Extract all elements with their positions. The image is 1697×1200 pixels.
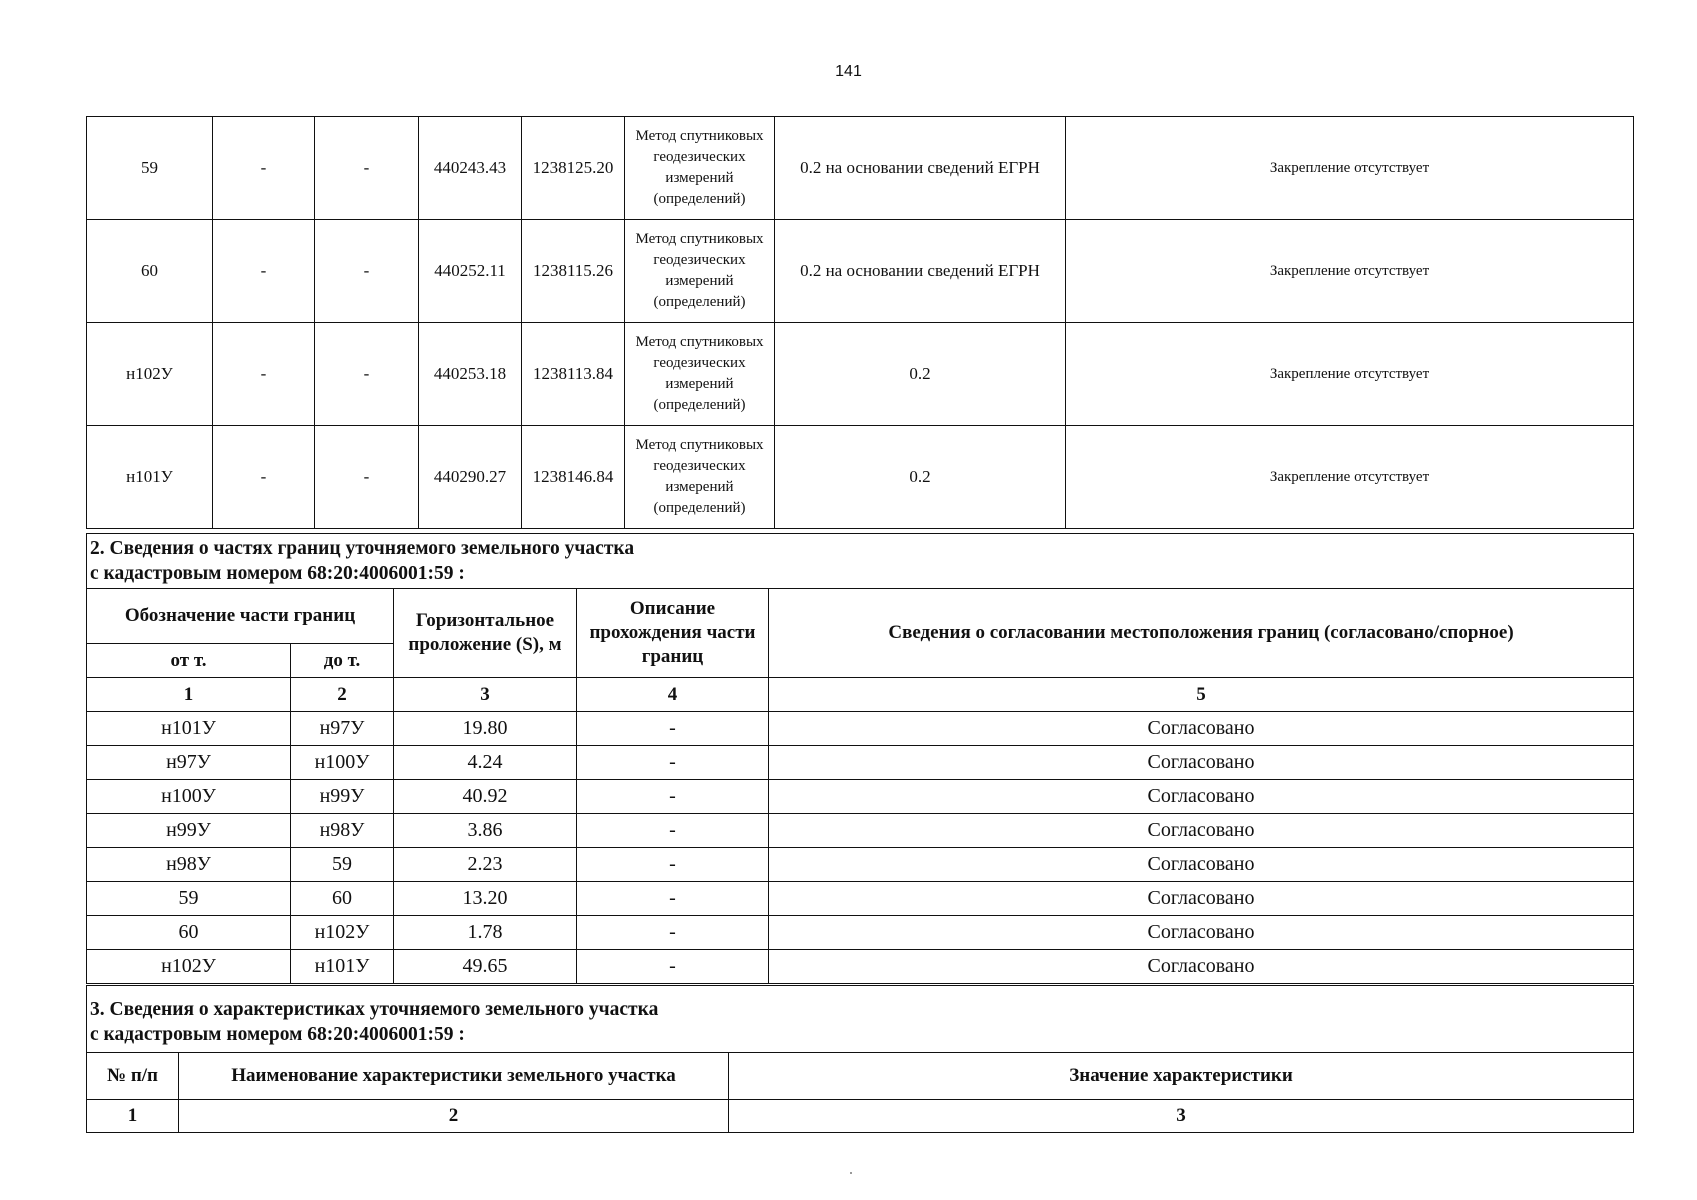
table-row xyxy=(87,426,1634,529)
header-num: № п/п xyxy=(87,1053,179,1100)
coord-y: 1238113.84 xyxy=(522,323,625,426)
cell-dash: - xyxy=(315,117,419,220)
column-number: 3 xyxy=(394,678,577,712)
table-row xyxy=(87,746,1634,780)
to-point: 59 xyxy=(291,848,394,882)
table-row xyxy=(87,848,1634,882)
agreement-status: Согласовано xyxy=(769,780,1634,814)
coord-x: 440253.18 xyxy=(419,323,522,426)
from-point: 60 xyxy=(87,916,291,950)
boundary-parts-table xyxy=(86,533,1634,984)
table-row xyxy=(87,950,1634,984)
horizontal-length: 13.20 xyxy=(394,882,577,916)
header-to: до т. xyxy=(291,644,394,678)
cell-dash: - xyxy=(315,323,419,426)
horizontal-length: 4.24 xyxy=(394,746,577,780)
point-name: н102У xyxy=(87,323,213,426)
fixation: Закрепление отсутствует xyxy=(1066,117,1634,220)
header-from: от т. xyxy=(87,644,291,678)
section-title-line: с кадастровым номером 68:20:4006001:59 : xyxy=(90,563,465,584)
coord-x: 440290.27 xyxy=(419,426,522,529)
characteristics-table xyxy=(86,985,1634,1133)
table-row xyxy=(87,323,1634,426)
column-number: 1 xyxy=(87,678,291,712)
page-number: 141 xyxy=(835,63,862,80)
fixation: Закрепление отсутствует xyxy=(1066,426,1634,529)
description: - xyxy=(577,746,769,780)
accuracy: 0.2 xyxy=(775,426,1066,529)
header-name: Наименование характеристики земельного участка xyxy=(179,1053,729,1100)
agreement-status: Согласовано xyxy=(769,882,1634,916)
column-number: 1 xyxy=(87,1100,179,1133)
point-name: 60 xyxy=(87,220,213,323)
column-number: 4 xyxy=(577,678,769,712)
agreement-status: Согласовано xyxy=(769,746,1634,780)
description: - xyxy=(577,712,769,746)
table-row xyxy=(87,117,1634,220)
table-row xyxy=(87,780,1634,814)
cell-dash: - xyxy=(213,426,315,529)
table-row xyxy=(87,916,1634,950)
coord-y: 1238125.20 xyxy=(522,117,625,220)
header-designation: Обозначение части границ xyxy=(87,589,394,644)
from-point: н101У xyxy=(87,712,291,746)
to-point: н99У xyxy=(291,780,394,814)
description: - xyxy=(577,882,769,916)
from-point: н97У xyxy=(87,746,291,780)
from-point: н102У xyxy=(87,950,291,984)
scan-dot xyxy=(850,1172,852,1174)
section-title-line: 2. Сведения о частях границ уточняемого земельного участка xyxy=(90,538,635,559)
header-horizontal: Горизонтальное проложение (S), м xyxy=(394,589,577,678)
method: Метод спутниковых геодезических измерений (определений) xyxy=(625,426,775,529)
accuracy: 0.2 на основании сведений ЕГРН xyxy=(775,117,1066,220)
from-point: 59 xyxy=(87,882,291,916)
fixation: Закрепление отсутствует xyxy=(1066,323,1634,426)
coord-y: 1238115.26 xyxy=(522,220,625,323)
description: - xyxy=(577,780,769,814)
method: Метод спутниковых геодезических измерений (определений) xyxy=(625,323,775,426)
to-point: н98У xyxy=(291,814,394,848)
coord-x: 440243.43 xyxy=(419,117,522,220)
point-name: н101У xyxy=(87,426,213,529)
coord-y: 1238146.84 xyxy=(522,426,625,529)
agreement-status: Согласовано xyxy=(769,712,1634,746)
agreement-status: Согласовано xyxy=(769,814,1634,848)
header-agreement: Сведения о согласовании местоположения границ (согласовано/спорное) xyxy=(769,589,1634,678)
horizontal-length: 1.78 xyxy=(394,916,577,950)
description: - xyxy=(577,814,769,848)
cell-dash: - xyxy=(213,220,315,323)
column-number: 2 xyxy=(291,678,394,712)
section-title-line: 3. Сведения о характеристиках уточняемого земельного участка xyxy=(90,999,659,1020)
description: - xyxy=(577,848,769,882)
to-point: н100У xyxy=(291,746,394,780)
method: Метод спутниковых геодезических измерений (определений) xyxy=(625,117,775,220)
fixation: Закрепление отсутствует xyxy=(1066,220,1634,323)
header-description: Описание прохождения части границ xyxy=(577,589,769,678)
from-point: н100У xyxy=(87,780,291,814)
cell-dash: - xyxy=(213,117,315,220)
agreement-status: Согласовано xyxy=(769,950,1634,984)
description: - xyxy=(577,950,769,984)
point-name: 59 xyxy=(87,117,213,220)
table-row xyxy=(87,814,1634,848)
column-number: 2 xyxy=(179,1100,729,1133)
agreement-status: Согласовано xyxy=(769,848,1634,882)
horizontal-length: 2.23 xyxy=(394,848,577,882)
accuracy: 0.2 на основании сведений ЕГРН xyxy=(775,220,1066,323)
to-point: н101У xyxy=(291,950,394,984)
agreement-status: Согласовано xyxy=(769,916,1634,950)
horizontal-length: 19.80 xyxy=(394,712,577,746)
horizontal-length: 3.86 xyxy=(394,814,577,848)
points-table xyxy=(86,116,1634,529)
section-2-title xyxy=(87,534,1634,589)
column-number: 5 xyxy=(769,678,1634,712)
accuracy: 0.2 xyxy=(775,323,1066,426)
column-number: 3 xyxy=(729,1100,1634,1133)
table-row xyxy=(87,712,1634,746)
to-point: н102У xyxy=(291,916,394,950)
from-point: н98У xyxy=(87,848,291,882)
horizontal-length: 40.92 xyxy=(394,780,577,814)
cell-dash: - xyxy=(315,220,419,323)
horizontal-length: 49.65 xyxy=(394,950,577,984)
table-row xyxy=(87,882,1634,916)
cell-dash: - xyxy=(213,323,315,426)
section-title-line: с кадастровым номером 68:20:4006001:59 : xyxy=(90,1024,465,1045)
column-numbers-row xyxy=(87,678,1634,712)
column-numbers-row xyxy=(87,1100,1634,1133)
cell-dash: - xyxy=(315,426,419,529)
from-point: н99У xyxy=(87,814,291,848)
coord-x: 440252.11 xyxy=(419,220,522,323)
method: Метод спутниковых геодезических измерений (определений) xyxy=(625,220,775,323)
to-point: н97У xyxy=(291,712,394,746)
to-point: 60 xyxy=(291,882,394,916)
table-row xyxy=(87,220,1634,323)
description: - xyxy=(577,916,769,950)
section-3-title xyxy=(87,986,1634,1053)
header-value: Значение характеристики xyxy=(729,1053,1634,1100)
